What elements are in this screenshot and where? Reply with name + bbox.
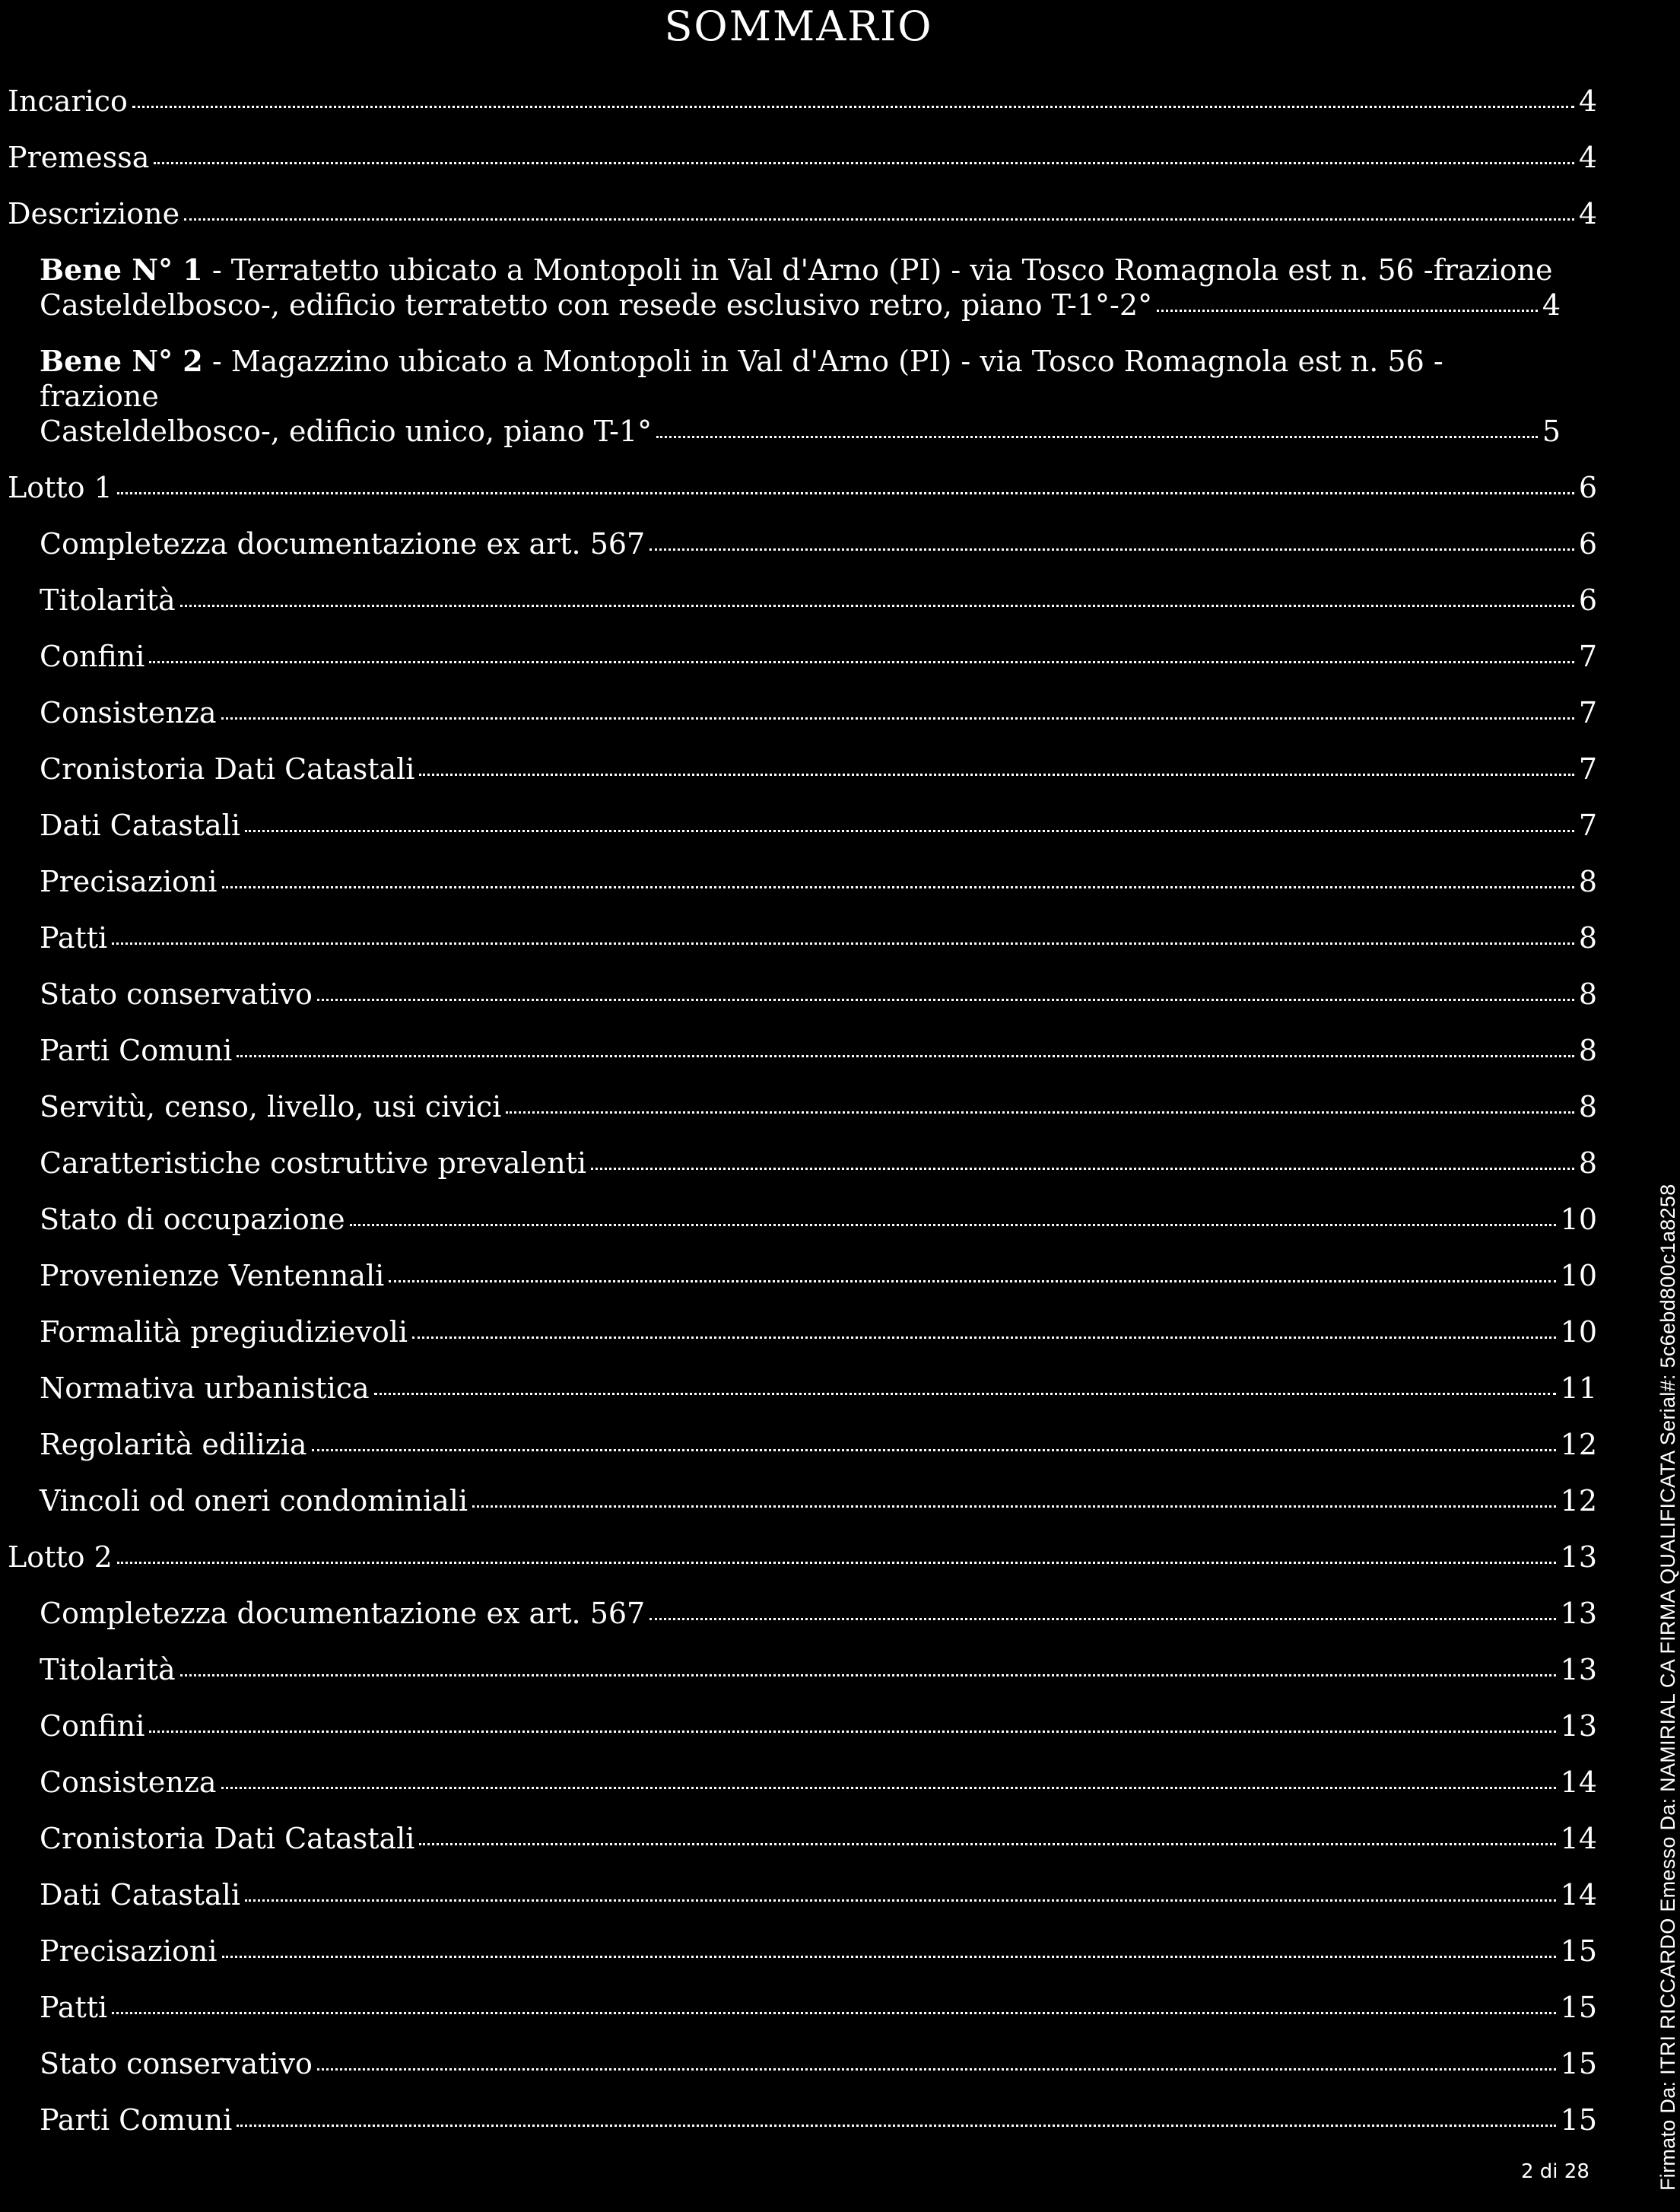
toc-entry-label: Caratteristiche costruttive prevalenti — [40, 1146, 587, 1180]
toc-entry-label-line2: Casteldelbosco-, edificio unico, piano T-1° — [40, 415, 653, 448]
toc-entry[interactable] — [8, 1202, 1597, 1237]
dot-leader — [245, 1899, 1556, 1902]
toc-entry[interactable] — [8, 1146, 1597, 1181]
toc-entry-page: 6 — [1578, 583, 1597, 617]
toc-entry[interactable] — [8, 977, 1597, 1012]
dot-leader — [180, 1674, 1556, 1676]
toc-entry-page: 13 — [1560, 1653, 1597, 1686]
dot-leader — [237, 1055, 1574, 1057]
toc-entry-page: 5 — [1542, 415, 1561, 448]
toc-entry[interactable] — [8, 1483, 1597, 1518]
dot-leader — [117, 1562, 1556, 1564]
dot-leader — [237, 2125, 1555, 2127]
toc-entry[interactable] — [8, 1540, 1597, 1575]
toc-entry[interactable] — [8, 1708, 1597, 1743]
toc-entry[interactable] — [8, 344, 1597, 449]
toc-entry[interactable] — [8, 1934, 1597, 1969]
toc-entry[interactable] — [8, 470, 1597, 505]
digital-signature-stamp: Firmato Da: ITRI RICCARDO Emesso Da: NAMIRIAL CA FIRMA QUALIFICATA Serial#: 5c6ebd800c1a8258 — [1656, 1184, 1679, 2191]
toc-entry-label: Descrizione — [8, 197, 180, 230]
page-title: SOMMARIO — [664, 2, 933, 50]
toc-entry[interactable] — [8, 1990, 1597, 2025]
toc-entry[interactable] — [8, 1427, 1597, 1462]
toc-entry-page: 14 — [1560, 1822, 1597, 1855]
toc-entry[interactable] — [8, 1371, 1597, 1406]
toc-entry[interactable] — [8, 1314, 1597, 1349]
toc-entry-page: 8 — [1578, 865, 1597, 898]
toc-entry[interactable] — [8, 1877, 1597, 1912]
toc-entry-label: Stato conservativo — [40, 977, 313, 1011]
toc-entry-page: 13 — [1560, 1540, 1597, 1574]
dot-leader — [184, 218, 1574, 221]
dot-leader — [154, 162, 1574, 164]
toc-entry-label-line2: Casteldelbosco-, edificio terratetto con resede esclusivo retro, piano T-1°-2° — [40, 288, 1153, 322]
toc-entry-label: Confini — [40, 1709, 145, 1743]
toc-entry-label: Patti — [40, 1991, 108, 2024]
toc-entry[interactable] — [8, 2102, 1597, 2137]
dot-leader — [350, 1224, 1556, 1226]
toc-entry-label: Normativa urbanistica — [40, 1371, 370, 1405]
toc-entry-label-line1 — [40, 253, 1561, 288]
toc-entry-label: Titolarità — [40, 1653, 176, 1686]
toc-entry-label: Parti Comuni — [40, 2103, 233, 2137]
toc-entry[interactable] — [8, 253, 1597, 323]
dot-leader — [419, 774, 1574, 776]
toc-entry[interactable] — [8, 1033, 1597, 1068]
toc-entry-label: Lotto 1 — [8, 471, 113, 504]
toc-entry-page: 7 — [1578, 752, 1597, 786]
toc-entry[interactable] — [8, 2046, 1597, 2081]
dot-leader — [374, 1393, 1556, 1395]
toc-entry-label: Incarico — [8, 84, 128, 118]
toc-entry-page: 14 — [1560, 1765, 1597, 1799]
dot-leader — [149, 1731, 1555, 1733]
dot-leader — [222, 886, 1574, 888]
toc-entry[interactable] — [8, 526, 1597, 561]
toc-entry-page: 11 — [1560, 1371, 1597, 1405]
toc-entry-label: Lotto 2 — [8, 1540, 113, 1574]
toc-entry-page: 15 — [1560, 2103, 1597, 2137]
dot-leader — [317, 2068, 1556, 2071]
dot-leader — [1157, 310, 1538, 312]
dot-leader — [112, 2012, 1555, 2014]
toc-entry-label: Titolarità — [40, 583, 176, 617]
dot-leader — [112, 942, 1574, 945]
toc-entry-label: Stato conservativo — [40, 2047, 313, 2080]
toc-entry[interactable] — [8, 864, 1597, 899]
dot-leader — [221, 1787, 1556, 1789]
toc-entry-label: Vincoli od oneri condominiali — [40, 1484, 468, 1518]
toc-entry[interactable] — [8, 1652, 1597, 1687]
toc-entry-label: Precisazioni — [40, 1934, 218, 1968]
toc-entry[interactable] — [8, 1258, 1597, 1293]
dot-leader — [656, 436, 1538, 438]
toc-entry[interactable] — [8, 752, 1597, 787]
toc-entry[interactable] — [8, 1821, 1597, 1856]
toc-entry-page: 4 — [1578, 141, 1597, 174]
page-indicator: 2 di 28 — [1521, 2160, 1589, 2183]
toc-entry-label: Parti Comuni — [40, 1034, 233, 1067]
toc-entry-page: 12 — [1560, 1484, 1597, 1518]
toc-entry-label: Dati Catastali — [40, 1878, 241, 1912]
toc-entry-page: 8 — [1578, 977, 1597, 1011]
dot-leader — [412, 1336, 1556, 1339]
toc-entry[interactable] — [8, 639, 1597, 674]
dot-leader — [506, 1111, 1574, 1114]
toc-entry[interactable] — [8, 1765, 1597, 1800]
toc-entry-page: 15 — [1560, 1991, 1597, 2024]
toc-entry-label: Completezza documentazione ex art. 567 — [40, 527, 646, 561]
dot-leader — [649, 1618, 1555, 1620]
dot-leader — [222, 1956, 1556, 1958]
toc-entry[interactable] — [8, 140, 1597, 175]
toc-entry-label: Stato di occupazione — [40, 1203, 345, 1236]
toc-entry-label: Consistenza — [40, 1765, 217, 1799]
dot-leader — [312, 1449, 1556, 1451]
toc-entry[interactable] — [8, 583, 1597, 618]
toc-entry-page: 10 — [1560, 1203, 1597, 1236]
toc-entry-page: 8 — [1578, 1090, 1597, 1123]
toc-entry-page: 10 — [1560, 1259, 1597, 1292]
toc-entry[interactable] — [8, 808, 1597, 843]
toc-entry-label: Dati Catastali — [40, 809, 241, 842]
toc-entry-page: 6 — [1578, 471, 1597, 504]
toc-entry-page: 8 — [1578, 921, 1597, 955]
dot-leader — [117, 492, 1574, 494]
dot-leader — [180, 605, 1574, 607]
toc-entry-text: - Terratetto ubicato a Montopoli in Val d'Arno (PI) - via Tosco Romagnola est n. 56 -frazione — [202, 253, 1553, 287]
dot-leader — [317, 999, 1574, 1001]
dot-leader — [132, 106, 1574, 108]
toc-entry-page: 7 — [1578, 696, 1597, 729]
toc-entry-page: 12 — [1560, 1428, 1597, 1461]
toc-entry-text: - Magazzino ubicato a Montopoli in Val d'Arno (PI) - via Tosco Romagnola est n. 56 -frazione — [40, 345, 1443, 413]
toc-entry-label: Formalità pregiudizievoli — [40, 1315, 408, 1349]
toc-entry-label: Servitù, censo, livello, usi civici — [40, 1090, 502, 1123]
toc-entry-prefix: Bene N° 2 — [40, 344, 203, 378]
dot-leader — [419, 1843, 1555, 1845]
dot-leader — [649, 548, 1574, 551]
toc-entry-page: 15 — [1560, 1934, 1597, 1968]
dot-leader — [389, 1280, 1555, 1282]
toc-entry-label: Regolarità edilizia — [40, 1428, 307, 1461]
dot-leader — [472, 1505, 1556, 1508]
toc-entry-prefix: Bene N° 1 — [40, 253, 203, 287]
toc-entry-page: 6 — [1578, 527, 1597, 561]
toc-entry-page: 4 — [1578, 197, 1597, 230]
toc-entry[interactable] — [8, 1596, 1597, 1631]
toc-entry-page: 7 — [1578, 640, 1597, 673]
toc-entry[interactable] — [8, 920, 1597, 955]
toc-entry[interactable] — [8, 196, 1597, 231]
toc-entry-label: Cronistoria Dati Catastali — [40, 752, 415, 786]
toc-entry[interactable] — [8, 695, 1597, 730]
toc-entry[interactable] — [8, 84, 1597, 119]
toc-entry-page: 4 — [1578, 84, 1597, 118]
table-of-contents — [8, 84, 1597, 2159]
toc-entry-label: Consistenza — [40, 696, 217, 729]
toc-entry[interactable] — [8, 1089, 1597, 1124]
toc-entry-page: 8 — [1578, 1034, 1597, 1067]
toc-entry-label: Cronistoria Dati Catastali — [40, 1822, 415, 1855]
dot-leader — [149, 661, 1574, 663]
toc-entry-label-line1 — [40, 344, 1561, 414]
dot-leader — [245, 830, 1574, 832]
toc-entry-label: Precisazioni — [40, 865, 218, 898]
dot-leader — [221, 717, 1574, 720]
dot-leader — [591, 1168, 1574, 1170]
toc-entry-page: 14 — [1560, 1878, 1597, 1912]
toc-entry-page: 10 — [1560, 1315, 1597, 1349]
toc-entry-label: Confini — [40, 640, 145, 673]
toc-entry-page: 8 — [1578, 1146, 1597, 1180]
toc-entry-page: 13 — [1560, 1597, 1597, 1630]
toc-entry-page: 13 — [1560, 1709, 1597, 1743]
toc-entry-page: 15 — [1560, 2047, 1597, 2080]
toc-entry-page: 7 — [1578, 809, 1597, 842]
toc-entry-label: Provenienze Ventennali — [40, 1259, 385, 1292]
toc-entry-label: Premessa — [8, 141, 150, 174]
toc-entry-label: Completezza documentazione ex art. 567 — [40, 1597, 646, 1630]
toc-entry-page: 4 — [1542, 288, 1561, 322]
toc-entry-label: Patti — [40, 921, 108, 955]
